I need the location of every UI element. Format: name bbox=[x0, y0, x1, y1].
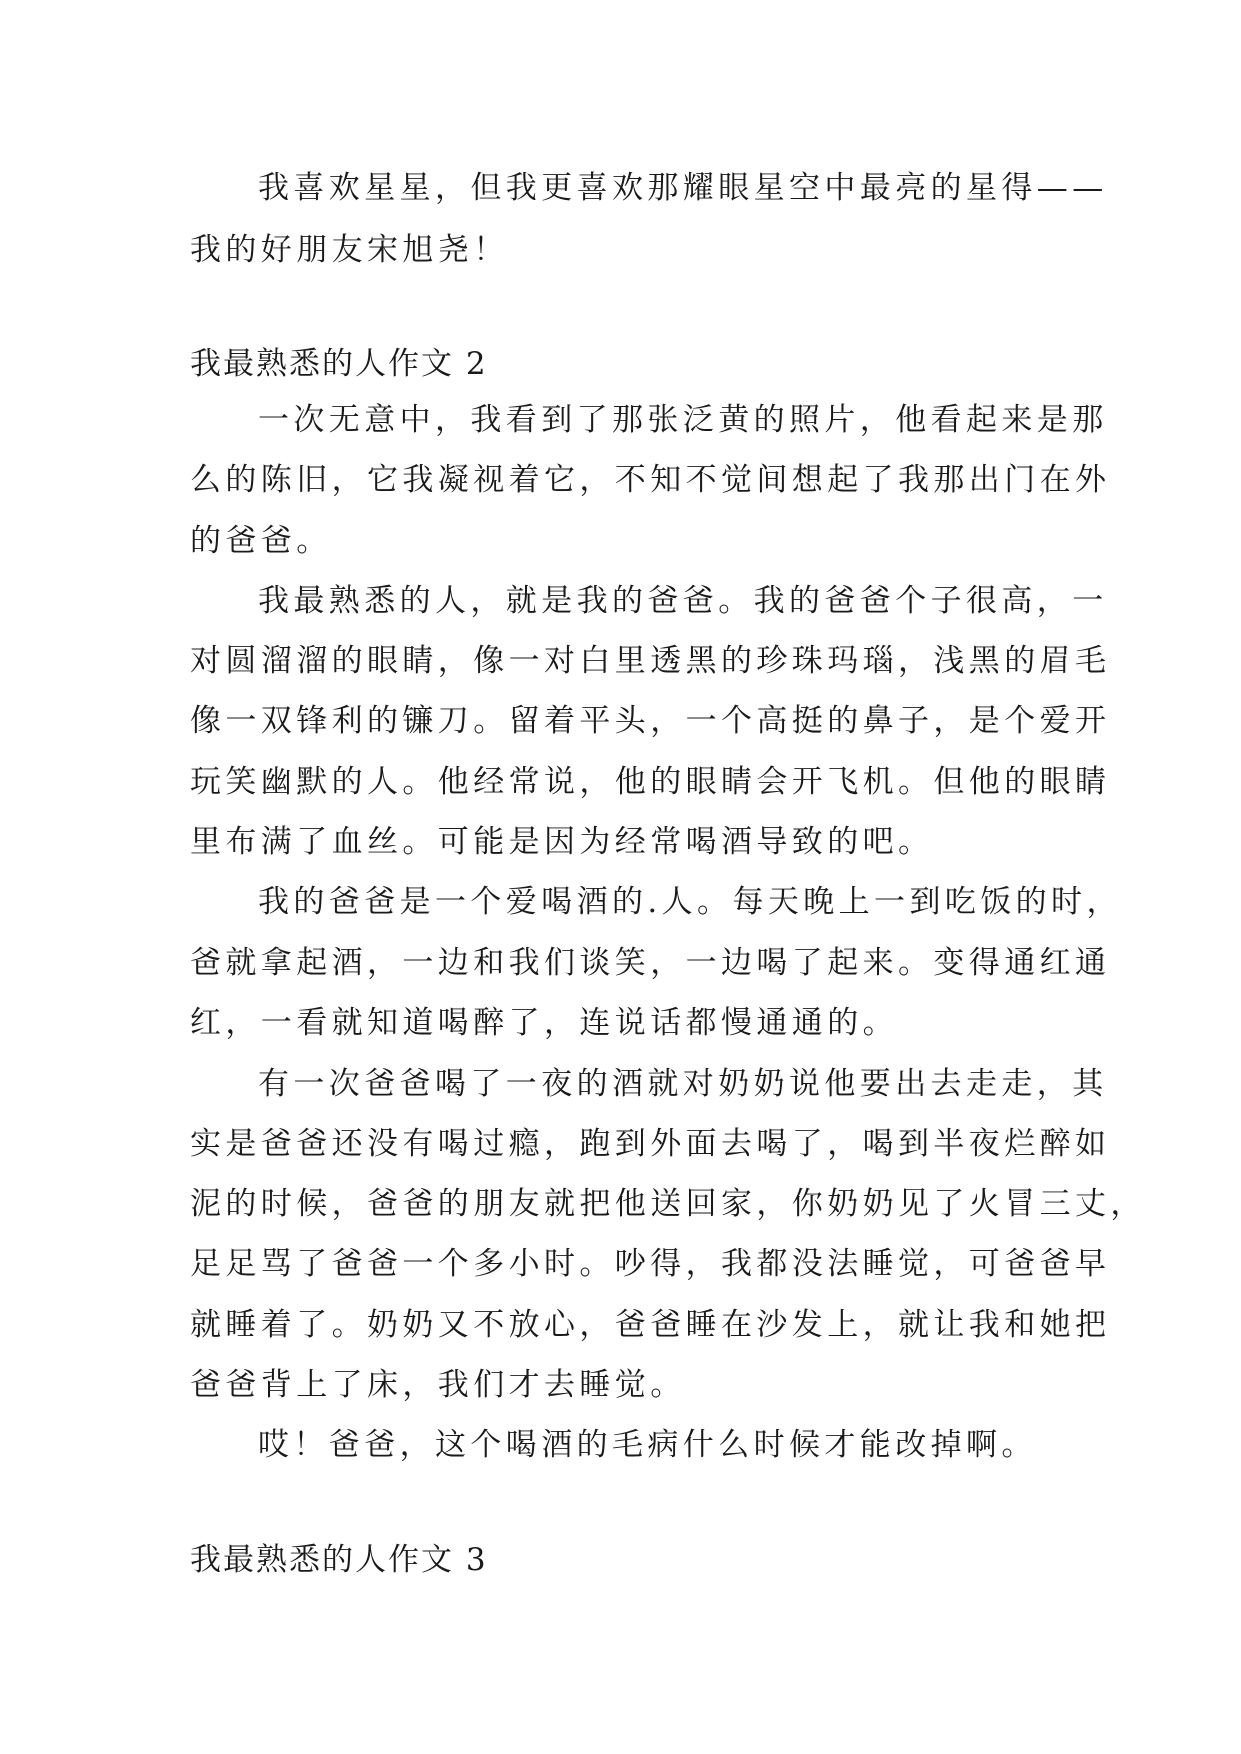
paragraph-line: 像一双锋利的镰刀。留着平头，一个高挺的鼻子，是个爱开 bbox=[190, 703, 1111, 739]
section-heading: 我最熟悉的人作文 2 bbox=[190, 346, 488, 382]
section-heading: 我最熟悉的人作文 3 bbox=[190, 1542, 488, 1578]
paragraph-line: 爸爸背上了床，我们才去睡觉。 bbox=[190, 1367, 686, 1403]
paragraph-line: 我喜欢星星，但我更喜欢那耀眼星空中最亮的星得—— bbox=[258, 170, 1108, 206]
paragraph-line: 爸就拿起酒，一边和我们谈笑，一边喝了起来。变得通红通 bbox=[190, 945, 1111, 981]
paragraph-line: 一次无意中，我看到了那张泛黄的照片，他看起来是那 bbox=[258, 402, 1108, 438]
paragraph-line: 里布满了血丝。可能是因为经常喝酒导致的吧。 bbox=[190, 824, 934, 860]
paragraph-line: 泥的时候，爸爸的朋友就把他送回家，你奶奶见了火冒三丈， bbox=[190, 1186, 1146, 1222]
paragraph-line: 足足骂了爸爸一个多小时。吵得，我都没法睡觉，可爸爸早 bbox=[190, 1246, 1111, 1282]
paragraph-line: 有一次爸爸喝了一夜的酒就对奶奶说他要出去走走，其 bbox=[258, 1066, 1108, 1102]
paragraph-line: 的爸爸。 bbox=[190, 523, 332, 559]
paragraph-line: 我的爸爸是一个爱喝酒的.人。每天晚上一到吃饭的时， bbox=[258, 884, 1122, 920]
paragraph-line: 红，一看就知道喝醉了，连说话都慢通通的。 bbox=[190, 1005, 898, 1041]
paragraph-line: 实是爸爸还没有喝过瘾，跑到外面去喝了，喝到半夜烂醉如 bbox=[190, 1126, 1111, 1162]
paragraph-line: 就睡着了。奶奶又不放心，爸爸睡在沙发上，就让我和她把 bbox=[190, 1307, 1111, 1343]
paragraph-line: 我最熟悉的人，就是我的爸爸。我的爸爸个子很高，一 bbox=[258, 583, 1108, 619]
paragraph-line: 玩笑幽默的人。他经常说，他的眼睛会开飞机。但他的眼睛 bbox=[190, 764, 1111, 800]
paragraph-line: 我的好朋友宋旭尧！ bbox=[190, 232, 509, 268]
paragraph-line: 对圆溜溜的眼睛，像一对白里透黑的珍珠玛瑙，浅黑的眉毛 bbox=[190, 643, 1111, 679]
paragraph-line: 么的陈旧，它我凝视着它，不知不觉间想起了我那出门在外 bbox=[190, 462, 1111, 498]
paragraph-line: 哎！爸爸，这个喝酒的毛病什么时候才能改掉啊。 bbox=[258, 1427, 1037, 1463]
